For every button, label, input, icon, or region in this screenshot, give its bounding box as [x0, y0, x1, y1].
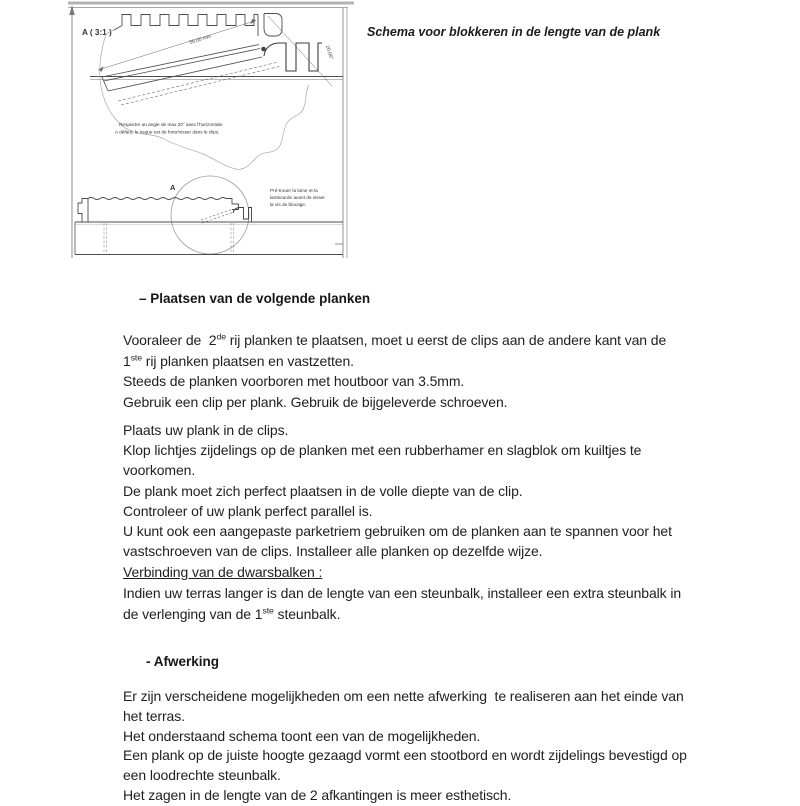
predrill-note-line-1: Pré-trouer la lame et la [270, 188, 318, 193]
detail-marker-label: A [170, 183, 176, 192]
hidden-screws [104, 223, 234, 252]
superscript: ste [130, 352, 142, 363]
text-line: een loodrechte steunbalk. [123, 767, 281, 784]
text-line: Klop lichtjes zijdelings op de planken met een rubberhamer en slagblok om kuiltjes te [123, 442, 642, 459]
text-line: Controleer of uw plank perfect parallel is. [123, 502, 373, 519]
length-dimension-label: 50,00 mm [188, 33, 212, 46]
overview-section [75, 176, 343, 255]
text-line: vastschroeven van de clips. Installeer alle planken op dezelfde wijze. [123, 543, 543, 560]
paragraph-plank-placement [123, 420, 672, 561]
text-line: Indien uw terras langer is dan de lengte van een steunbalk, installeer een extra steunbalk in [123, 584, 682, 601]
angle-dimension [268, 16, 334, 86]
predrill-note-line-2: lambourde avant de visser [270, 195, 325, 200]
predrill-note-line-3: la vis de blocage. [270, 202, 307, 207]
text-line: de verlenging van de 1ste steunbalk. [123, 604, 341, 622]
clip-profile [264, 43, 322, 71]
text-line: Gebruik een clip per plank. Gebruik de bijgeleverde schroeven. [123, 394, 508, 411]
text-line: Vooraleer de 2de rij planken te plaatsen, moet u eerst de clips aan de andere kant van de [123, 331, 667, 348]
detail-a-view [82, 14, 343, 170]
plank-end-groove [258, 14, 282, 37]
paragraph-dwarsbalken [123, 562, 681, 624]
angled-plank [102, 45, 281, 106]
section-break-outline [100, 30, 309, 169]
superscript: ste [262, 604, 274, 615]
angle-note-line-1: Respecter un angle de max 20° avec l'horizontale. [119, 122, 224, 127]
angle-dimension-label: 20,00° [324, 44, 335, 61]
deck-board-profile [78, 198, 239, 223]
text-line: Het onderstaand schema toont een van de mogelijkheden. [123, 727, 481, 744]
text-line: voorkomen. [123, 462, 196, 479]
text-line: Plaats uw plank in de clips. [123, 422, 289, 438]
text-line: 1ste rij planken plaatsen en vastzetten. [123, 352, 354, 369]
superscript: de [216, 331, 226, 342]
text-line: De plank moet zich perfect plaatsen in de volle diepte van de clip. [123, 482, 523, 499]
plank-grooved-profile [114, 15, 258, 31]
figure-caption: Schema voor blokkeren in de lengte van de plank [367, 25, 661, 39]
screw-head [261, 47, 266, 52]
text-line: Een plank op de juiste hoogte gezaagd vormt een stootbord en wordt zijdelings bevestigd op [123, 747, 687, 764]
text-line: het terras. [123, 707, 185, 724]
text-line [123, 562, 681, 583]
paragraph-afwerking [123, 687, 687, 806]
text-line: Steeds de planken voorboren met houtboor van 3.5mm. [123, 373, 465, 390]
detail-scale-label: A ( 3:1 ) [82, 28, 112, 37]
section-heading-afwerking: - Afwerking [146, 654, 220, 669]
arrow-up-icon [69, 5, 74, 15]
text-line: U kunt ook een aangepaste parketriem gebruiken om de planken aan te spannen voor het [123, 523, 672, 540]
angle-note-line-2: A défaut, le risque est de forer/visser dans le clips. [115, 129, 220, 135]
text-line: Er zijn verscheidene mogelijkheden om een nette afwerking te realiseren aan het einde van [123, 688, 684, 704]
detail-circle [171, 176, 249, 254]
paragraph-clips-instructions [123, 330, 666, 413]
section-heading-plaatsen: – Plaatsen van de volgende planken [139, 291, 371, 306]
technical-drawing [62, 0, 354, 264]
text-line: Het zagen in de lengte van de 2 afkantingen is meer esthetisch. [123, 786, 512, 803]
text-segment: Verbinding van de dwarsbalken : [123, 564, 323, 580]
joist [75, 222, 343, 255]
